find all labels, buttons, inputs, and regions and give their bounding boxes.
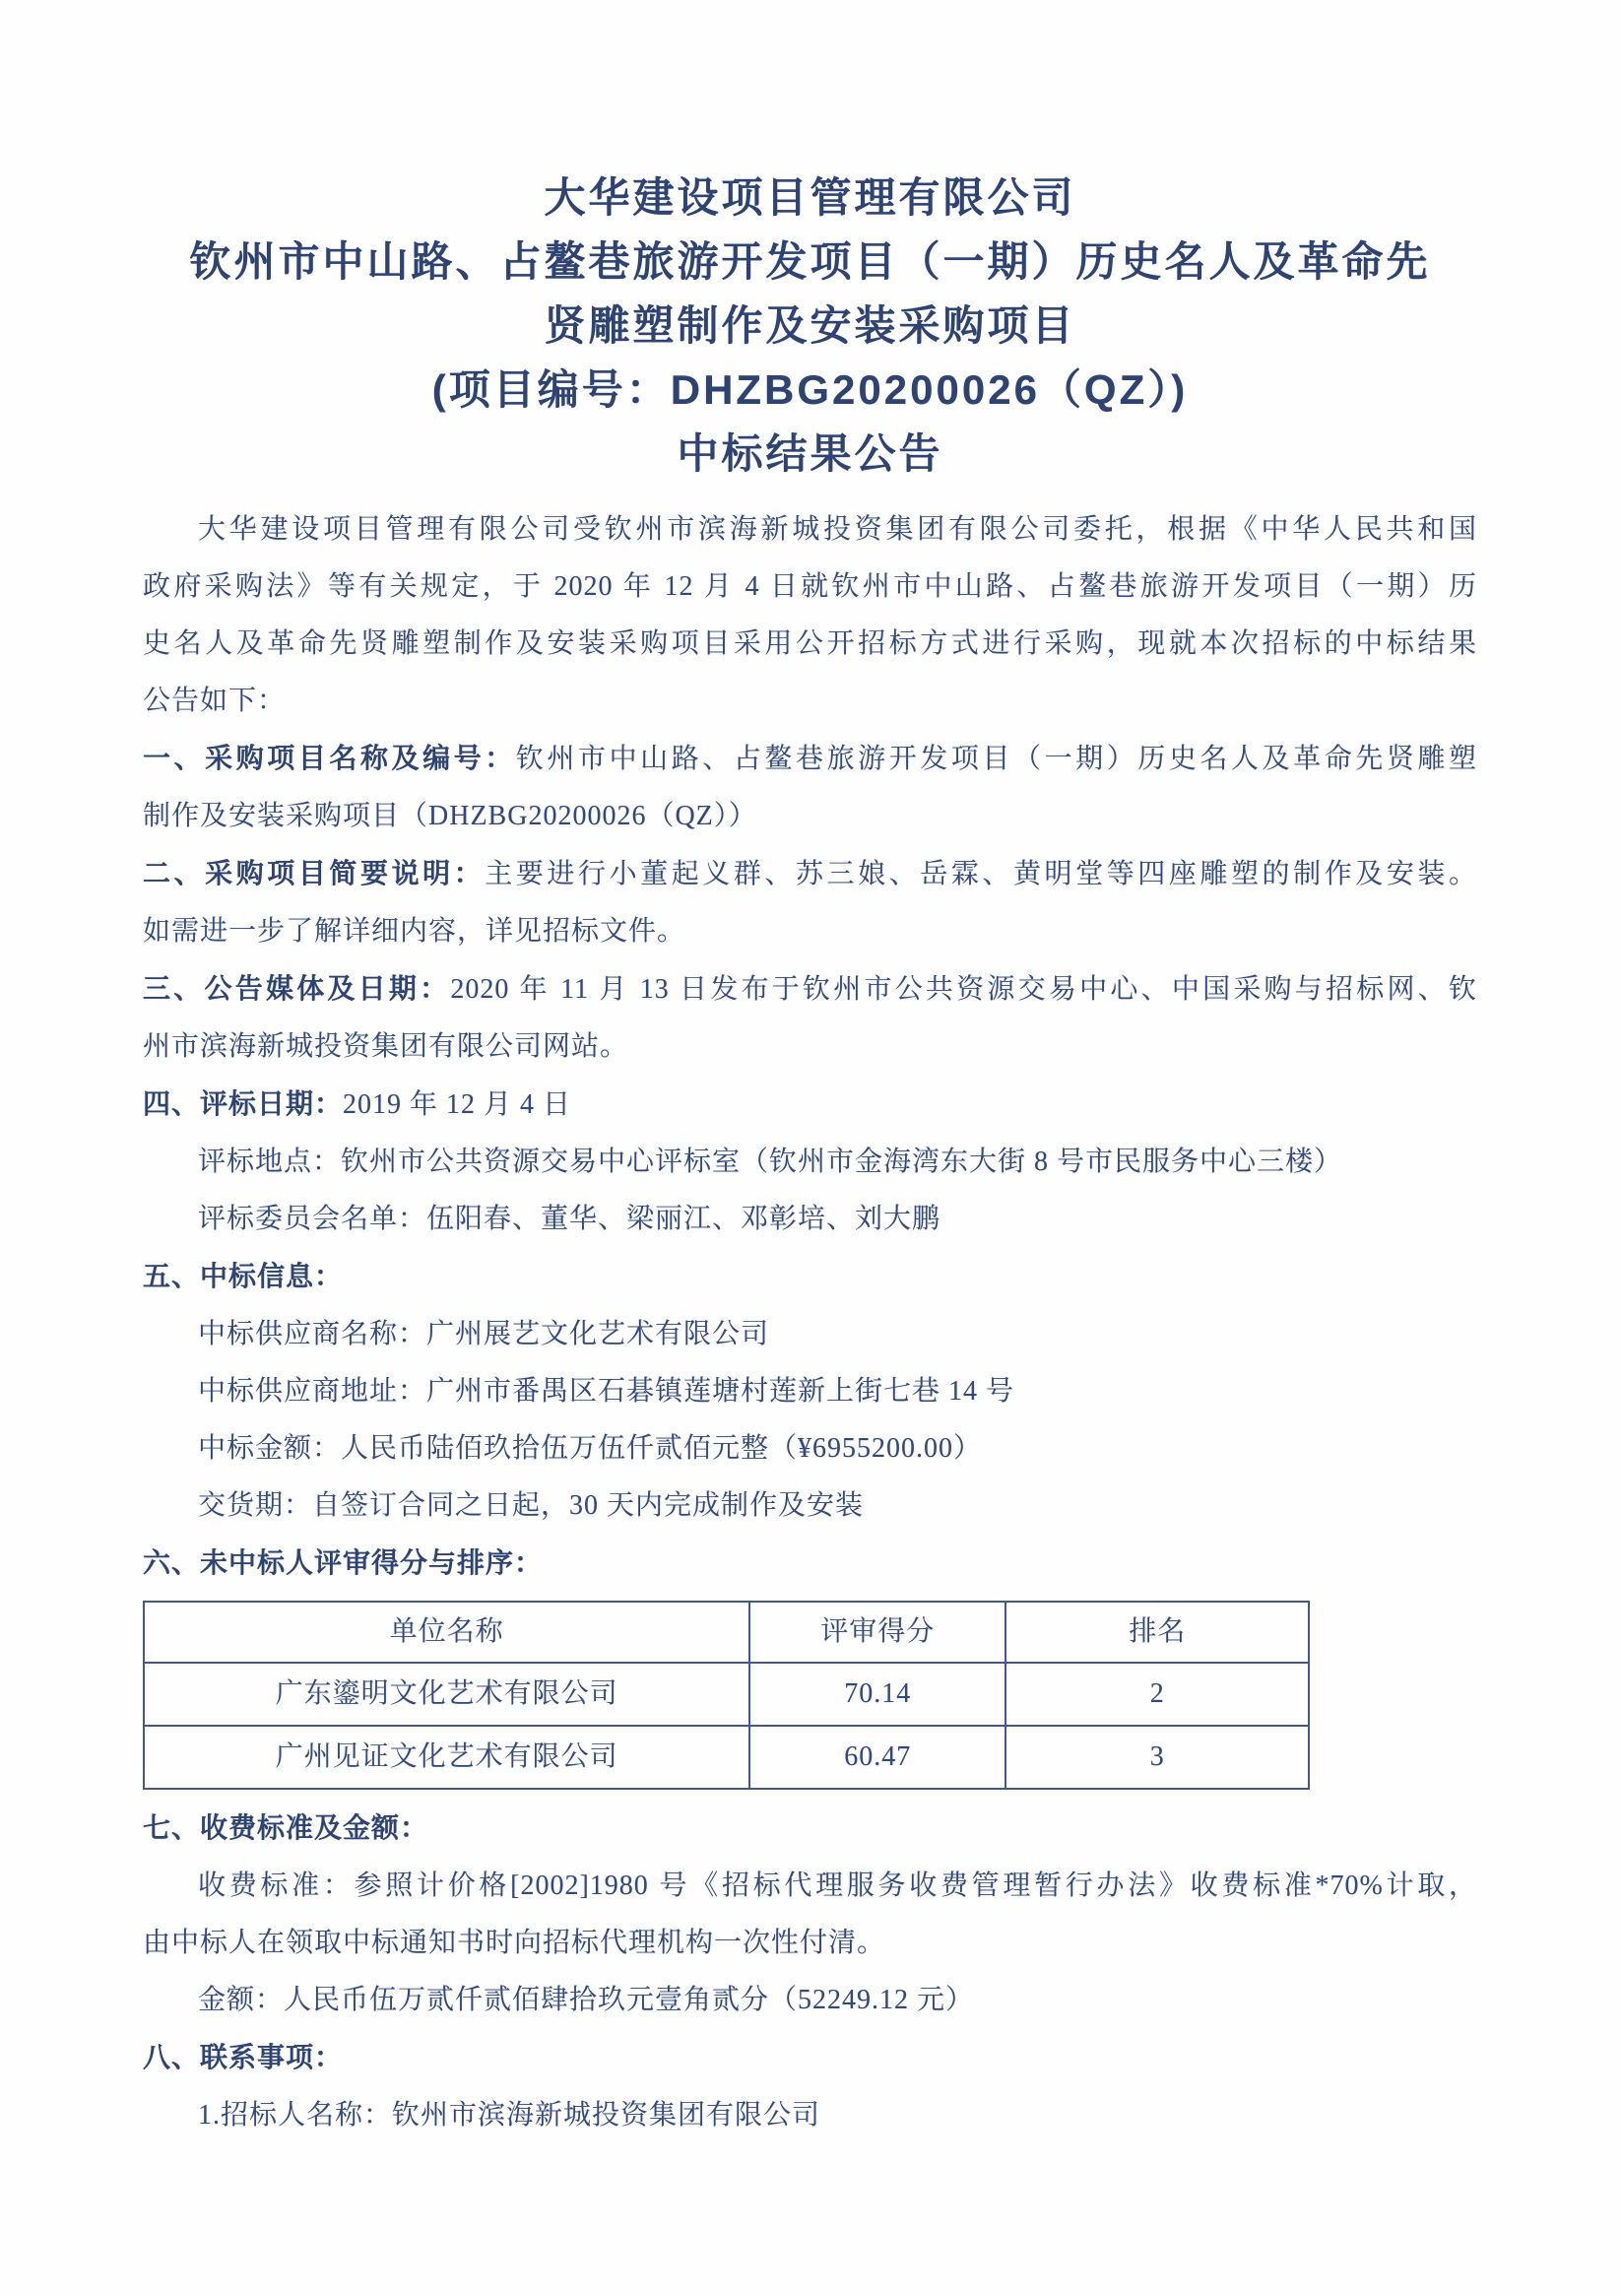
table-header-row <box>144 1602 1309 1663</box>
table-cell-rank: 3 <box>1005 1726 1309 1789</box>
results-table <box>143 1601 1310 1790</box>
section-2-line: 如需进一步了解详细内容，详见招标文件。 <box>143 916 686 947</box>
section-7-line: 收费标准：参照计价格[2002]1980 号《招标代理服务收费管理暂行办法》收费标准*70%计取， <box>198 1870 1477 1901</box>
table-header-cell: 评审得分 <box>749 1602 1005 1663</box>
section-6-line <box>143 1535 1477 1593</box>
section-1-heading: 一、采购项目名称及编号： <box>143 743 516 773</box>
title-line: 钦州市中山路、占鳌巷旅游开发项目（一期）历史名人及革命先 <box>189 238 1431 285</box>
section-4-heading: 四、评标日期： <box>143 1088 344 1119</box>
section-3-heading: 三、公告媒体及日期： <box>143 973 451 1004</box>
section-8-line <box>143 2029 1477 2087</box>
fee-amount-line: 金额：人民币伍万贰仟贰佰肆拾玖元壹角贰分（52249.12 元） <box>198 1985 975 2015</box>
intro-line: 公告如下： <box>143 686 287 716</box>
title-line: 大华建设项目管理有限公司 <box>544 174 1076 221</box>
section-7-heading: 七、收费标准及金额： <box>143 1812 429 1843</box>
tenderer-name-line: 1.招标人名称：钦州市滨海新城投资集团有限公司 <box>198 2100 821 2131</box>
section-5-line <box>143 1248 1477 1306</box>
section-3-line: 州市滨海新城投资集团有限公司网站。 <box>143 1031 629 1062</box>
winner-amount-line: 中标金额：人民币陆佰玖拾伍万伍仟贰佰元整（¥6955200.00） <box>198 1433 983 1464</box>
table-cell-company: 广州见证文化艺术有限公司 <box>144 1726 749 1789</box>
table-header-cell: 排名 <box>1005 1602 1309 1663</box>
intro-line: 政府采购法》等有关规定，于 2020 年 12 月 4 日就钦州市中山路、占鳌巷旅游开发项目（一期）历 <box>143 571 1477 602</box>
winner-address-line: 中标供应商地址：广州市番禺区石碁镇莲塘村莲新上街七巷 14 号 <box>198 1376 1015 1407</box>
section-4-line: 评标委员会名单：伍阳春、董华、梁丽江、邓彰培、刘大鹏 <box>198 1204 941 1234</box>
delivery-term-line: 交货期：自签订合同之日起，30 天内完成制作及安装 <box>198 1490 865 1521</box>
intro-line: 大华建设项目管理有限公司受钦州市滨海新城投资集团有限公司委托，根据《中华人民共和国 <box>198 514 1477 545</box>
intro-line: 史名人及革命先贤雕塑制作及安装采购项目采用公开招标方式进行采购，现就本次招标的中标结果 <box>143 628 1477 659</box>
section-5-heading: 五、中标信息： <box>143 1261 344 1291</box>
title-line: 中标结果公告 <box>677 430 943 477</box>
section-4-line: 评标地点：钦州市公共资源交易中心评标室（钦州市金海湾东大街 8 号市民服务中心三楼） <box>198 1147 1343 1177</box>
section-7-line <box>143 1800 1477 1858</box>
section-7-line: 由中标人在领取中标通知书时向招标代理机构一次性付清。 <box>143 1928 886 1958</box>
section-1-line: 制作及安装采购项目（DHZBG20200026（QZ）） <box>143 801 757 831</box>
section-8-heading: 八、联系事项： <box>143 2042 344 2072</box>
table-cell-company: 广东鎏明文化艺术有限公司 <box>144 1663 749 1726</box>
document-title-block <box>143 165 1477 486</box>
winner-name-line: 中标供应商名称：广州展艺文化艺术有限公司 <box>198 1319 770 1349</box>
section-3-line: 三、公告媒体及日期：2020 年 11 月 13 日发布于钦州市公共资源交易中心、中国采购与招标网、钦 <box>143 973 1477 1005</box>
section-4-line: 四、评标日期：2019 年 12 月 4 日 <box>143 1088 572 1120</box>
title-line: 贤雕塑制作及安装采购项目 <box>544 302 1076 349</box>
table-row <box>144 1663 1309 1726</box>
section-2-heading: 二、采购项目简要说明： <box>143 858 486 888</box>
table-cell-score: 70.14 <box>749 1663 1005 1726</box>
table-cell-rank: 2 <box>1005 1663 1309 1726</box>
table-cell-score: 60.47 <box>749 1726 1005 1789</box>
section-1-line: 一、采购项目名称及编号：钦州市中山路、占鳌巷旅游开发项目（一期）历史名人及革命先贤雕塑 <box>143 743 1477 774</box>
table-row <box>144 1726 1309 1789</box>
title-line: (项目编号：DHZBG20200026（QZ）) <box>431 366 1189 413</box>
section-2-line: 二、采购项目简要说明：主要进行小董起义群、苏三娘、岳霖、黄明堂等四座雕塑的制作及安装。 <box>143 858 1477 889</box>
table-header-cell: 单位名称 <box>144 1602 749 1663</box>
section-6-heading: 六、未中标人评审得分与排序： <box>143 1547 544 1578</box>
document-body <box>143 501 1477 2144</box>
